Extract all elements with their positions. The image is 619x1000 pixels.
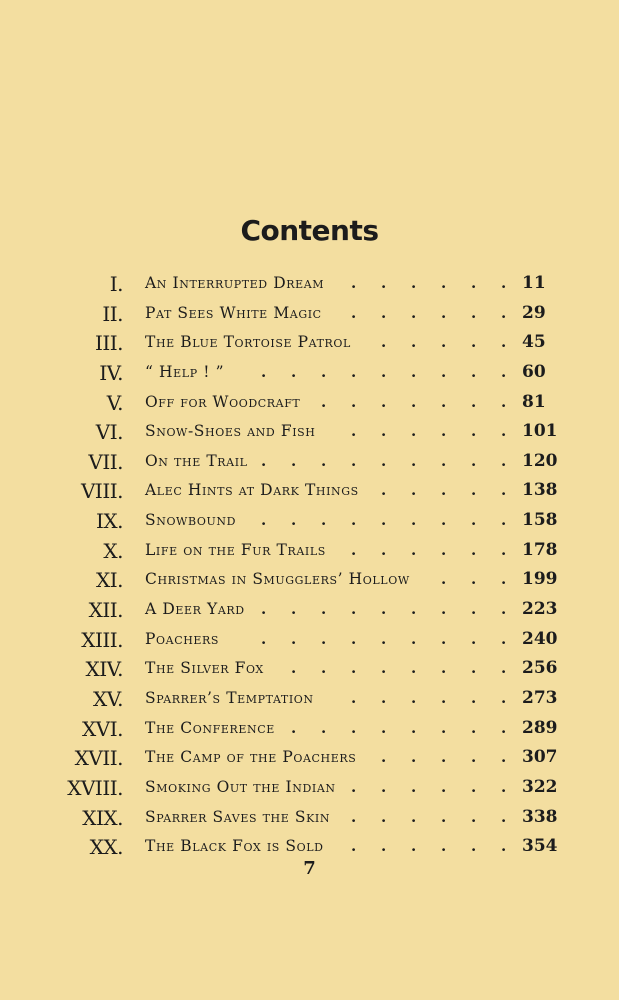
leader-dot: .: [501, 777, 507, 796]
leader-dot: .: [471, 600, 477, 619]
leader-dot: .: [471, 303, 477, 322]
page-number: 289: [522, 717, 558, 738]
leader-dot: .: [471, 629, 477, 648]
leader-dot: .: [381, 659, 387, 678]
leader-dot: .: [411, 718, 417, 737]
chapter-title: Sparrer’s Temptation: [145, 688, 314, 707]
leader-dot: .: [381, 540, 387, 559]
leader-dot: .: [321, 718, 327, 737]
leader-dot: .: [291, 659, 297, 678]
leader-dot: .: [291, 629, 297, 648]
leader-dot: .: [411, 511, 417, 530]
chapter-title: On the Trail: [145, 451, 248, 470]
leader-dot: .: [381, 807, 387, 826]
toc-entry: [0, 300, 619, 330]
leader-dot: .: [381, 392, 387, 411]
leader-dot: .: [441, 629, 447, 648]
toc-entry: [0, 329, 619, 359]
toc-entry: [0, 389, 619, 419]
leader-dot: .: [471, 511, 477, 530]
leader-dot: .: [441, 600, 447, 619]
leader-dot: .: [351, 837, 357, 856]
chapter-number: X.: [103, 538, 123, 563]
leader-dot: .: [441, 540, 447, 559]
chapter-number: III.: [94, 331, 123, 356]
leader-dot: .: [411, 748, 417, 767]
leader-dot: .: [291, 718, 297, 737]
page-number: 199: [522, 569, 558, 590]
leader-dot: .: [441, 837, 447, 856]
page-number: 11: [522, 273, 546, 293]
leader-dot: .: [471, 362, 477, 381]
leader-dot: .: [351, 511, 357, 530]
leader-dot: .: [501, 807, 507, 826]
toc-entry: [0, 596, 619, 626]
chapter-title: Poachers: [145, 629, 220, 648]
page-number: 338: [522, 806, 558, 827]
leader-dot: .: [441, 333, 447, 352]
leader-dot: .: [351, 362, 357, 381]
chapter-number: V.: [106, 390, 123, 415]
leader-dot: .: [441, 511, 447, 530]
leader-dot: .: [501, 392, 507, 411]
toc-entry: [0, 270, 619, 300]
leader-dot: .: [501, 481, 507, 500]
chapter-number: XII.: [88, 598, 123, 623]
page-number: 322: [522, 776, 558, 797]
leader-dot: .: [381, 511, 387, 530]
leader-dot: .: [321, 659, 327, 678]
leader-dot: .: [261, 362, 267, 381]
leader-dot: .: [471, 659, 477, 678]
leader-dot: .: [261, 511, 267, 530]
leader-dot: .: [411, 837, 417, 856]
leader-dot: .: [351, 303, 357, 322]
leader-dot: .: [351, 600, 357, 619]
toc-entry: [0, 566, 619, 596]
chapter-number: XX.: [89, 835, 123, 860]
toc-entry: [0, 418, 619, 448]
chapter-title: Smoking Out the Indian: [145, 777, 336, 796]
chapter-title: An Interrupted Dream: [145, 274, 325, 292]
leader-dot: .: [441, 688, 447, 707]
leader-dot: .: [411, 303, 417, 322]
leader-dot: .: [381, 777, 387, 796]
leader-dot: .: [471, 540, 477, 559]
chapter-title: Alec Hints at Dark Things: [145, 481, 359, 500]
page-number: 354: [522, 836, 558, 857]
page-number: 120: [522, 450, 558, 471]
chapter-number: XVII.: [74, 746, 123, 771]
toc-entry: [0, 715, 619, 745]
leader-dot: .: [411, 362, 417, 381]
toc-entry: [0, 655, 619, 685]
leader-dot: .: [471, 837, 477, 856]
page-number: 101: [522, 421, 558, 442]
chapter-title: The Camp of the Poachers: [145, 748, 357, 767]
leader-dot: .: [381, 451, 387, 470]
leader-dot: .: [261, 629, 267, 648]
leader-dot: .: [471, 392, 477, 411]
toc-entry: [0, 537, 619, 567]
chapter-title: Life on the Fur Trails: [145, 540, 326, 559]
chapter-title: Pat Sees White Magic: [145, 303, 322, 322]
leader-dot: .: [381, 748, 387, 767]
chapter-number: VI.: [95, 420, 123, 445]
chapter-number: I.: [109, 272, 123, 296]
chapter-number: XIX.: [82, 805, 123, 830]
leader-dot: .: [501, 274, 507, 292]
leader-dot: .: [351, 392, 357, 411]
leader-dot: .: [381, 600, 387, 619]
chapter-title: The Conference: [145, 718, 275, 737]
leader-dot: .: [381, 688, 387, 707]
toc-entry: [0, 359, 619, 389]
leader-dot: .: [321, 362, 327, 381]
leader-dot: .: [471, 570, 477, 589]
toc-entry: [0, 507, 619, 537]
leader-dot: .: [381, 422, 387, 441]
leader-dot: .: [501, 511, 507, 530]
leader-dot: .: [261, 600, 267, 619]
leader-dot: .: [291, 600, 297, 619]
leader-dot: .: [351, 659, 357, 678]
page-number: 45: [522, 332, 546, 353]
leader-dot: .: [441, 451, 447, 470]
leader-dot: .: [411, 659, 417, 678]
toc-entry: [0, 448, 619, 478]
leader-dot: .: [441, 807, 447, 826]
leader-dot: .: [441, 570, 447, 589]
chapter-number: XV.: [92, 686, 123, 711]
leader-dot: .: [351, 451, 357, 470]
page-number: 307: [522, 747, 558, 768]
chapter-title: Sparrer Saves the Skin: [145, 807, 331, 826]
leader-dot: .: [501, 422, 507, 441]
chapter-number: VIII.: [80, 479, 123, 504]
toc-entry: [0, 477, 619, 507]
leader-dot: .: [471, 688, 477, 707]
leader-dot: .: [321, 451, 327, 470]
leader-dot: .: [441, 718, 447, 737]
toc-entry: [0, 774, 619, 804]
leader-dot: .: [501, 540, 507, 559]
leader-dot: .: [501, 837, 507, 856]
chapter-title: Christmas in Smugglers’ Hollow: [145, 570, 410, 589]
page-number: 81: [522, 391, 546, 412]
chapter-number: II.: [102, 301, 123, 326]
chapter-number: XI.: [96, 568, 123, 593]
chapter-title: Off for Woodcraft: [145, 392, 301, 411]
leader-dot: .: [501, 659, 507, 678]
leader-dot: .: [501, 570, 507, 589]
chapter-number: VII.: [88, 449, 123, 474]
chapter-title: The Blue Tortoise Patrol: [145, 333, 351, 352]
leader-dot: .: [411, 807, 417, 826]
leader-dot: .: [411, 333, 417, 352]
leader-dot: .: [471, 748, 477, 767]
contents-heading: Contents: [240, 214, 379, 247]
leader-dot: .: [351, 422, 357, 441]
leader-dot: .: [351, 718, 357, 737]
page-number: 138: [522, 480, 558, 501]
leader-dot: .: [501, 333, 507, 352]
leader-dot: .: [381, 837, 387, 856]
leader-dot: .: [321, 629, 327, 648]
leader-dot: .: [441, 392, 447, 411]
leader-dot: .: [381, 362, 387, 381]
leader-dot: .: [471, 718, 477, 737]
page-number: 158: [522, 510, 558, 531]
toc-entry: [0, 626, 619, 656]
page-number: 60: [522, 361, 546, 382]
page-number: 29: [522, 302, 546, 323]
leader-dot: .: [411, 392, 417, 411]
chapter-title: Snow-Shoes and Fish: [145, 422, 316, 441]
leader-dot: .: [411, 274, 417, 292]
chapter-number: XVIII.: [67, 775, 123, 800]
leader-dot: .: [501, 600, 507, 619]
leader-dot: .: [381, 718, 387, 737]
leader-dot: .: [381, 481, 387, 500]
leader-dot: .: [411, 481, 417, 500]
toc-entry: [0, 685, 619, 715]
leader-dot: .: [321, 600, 327, 619]
leader-dot: .: [411, 629, 417, 648]
chapter-number: XVI.: [82, 716, 123, 741]
leader-dot: .: [351, 688, 357, 707]
leader-dot: .: [381, 629, 387, 648]
leader-dot: .: [441, 659, 447, 678]
leader-dot: .: [441, 748, 447, 767]
chapter-number: IV.: [99, 360, 123, 385]
leader-dot: .: [471, 333, 477, 352]
chapter-number: IX.: [96, 509, 123, 534]
page-number: 256: [522, 658, 558, 679]
leader-dot: .: [351, 807, 357, 826]
chapter-title: A Deer Yard: [145, 600, 245, 619]
leader-dot: .: [261, 451, 267, 470]
leader-dot: .: [411, 688, 417, 707]
leader-dot: .: [411, 777, 417, 796]
toc-entry: [0, 744, 619, 774]
leader-dot: .: [501, 718, 507, 737]
leader-dot: .: [381, 303, 387, 322]
leader-dot: .: [351, 274, 357, 292]
leader-dot: .: [471, 451, 477, 470]
leader-dot: .: [381, 274, 387, 292]
leader-dot: .: [441, 303, 447, 322]
chapter-number: XIV.: [85, 657, 123, 682]
leader-dot: .: [501, 451, 507, 470]
leader-dot: .: [411, 540, 417, 559]
page-number: 223: [522, 599, 558, 620]
leader-dot: .: [441, 422, 447, 441]
page-number: 273: [522, 687, 558, 708]
leader-dot: .: [291, 451, 297, 470]
leader-dot: .: [441, 362, 447, 381]
leader-dot: .: [501, 629, 507, 648]
table-of-contents: [0, 270, 619, 863]
chapter-title: Snowbound: [145, 511, 236, 530]
leader-dot: .: [501, 748, 507, 767]
leader-dot: .: [321, 511, 327, 530]
leader-dot: .: [441, 777, 447, 796]
leader-dot: .: [471, 777, 477, 796]
chapter-number: XIII.: [81, 627, 123, 652]
page-number: 178: [522, 539, 558, 560]
leader-dot: .: [321, 392, 327, 411]
toc-entry: [0, 804, 619, 834]
chapter-title: “ Help ! ”: [145, 362, 225, 381]
leader-dot: .: [471, 807, 477, 826]
page-folio: 7: [303, 858, 316, 879]
leader-dot: .: [351, 629, 357, 648]
chapter-title: The Black Fox is Sold: [145, 837, 324, 856]
leader-dot: .: [441, 274, 447, 292]
chapter-title: The Silver Fox: [145, 659, 264, 678]
leader-dot: .: [411, 451, 417, 470]
leader-dot: .: [441, 481, 447, 500]
leader-dot: .: [471, 274, 477, 292]
leader-dot: .: [351, 777, 357, 796]
leader-dot: .: [351, 540, 357, 559]
page-number: 240: [522, 628, 558, 649]
leader-dot: .: [381, 333, 387, 352]
leader-dot: .: [411, 600, 417, 619]
leader-dot: .: [501, 362, 507, 381]
leader-dot: .: [501, 303, 507, 322]
leader-dot: .: [291, 511, 297, 530]
leader-dot: .: [501, 688, 507, 707]
leader-dot: .: [291, 362, 297, 381]
leader-dot: .: [471, 422, 477, 441]
leader-dot: .: [411, 422, 417, 441]
leader-dot: .: [471, 481, 477, 500]
